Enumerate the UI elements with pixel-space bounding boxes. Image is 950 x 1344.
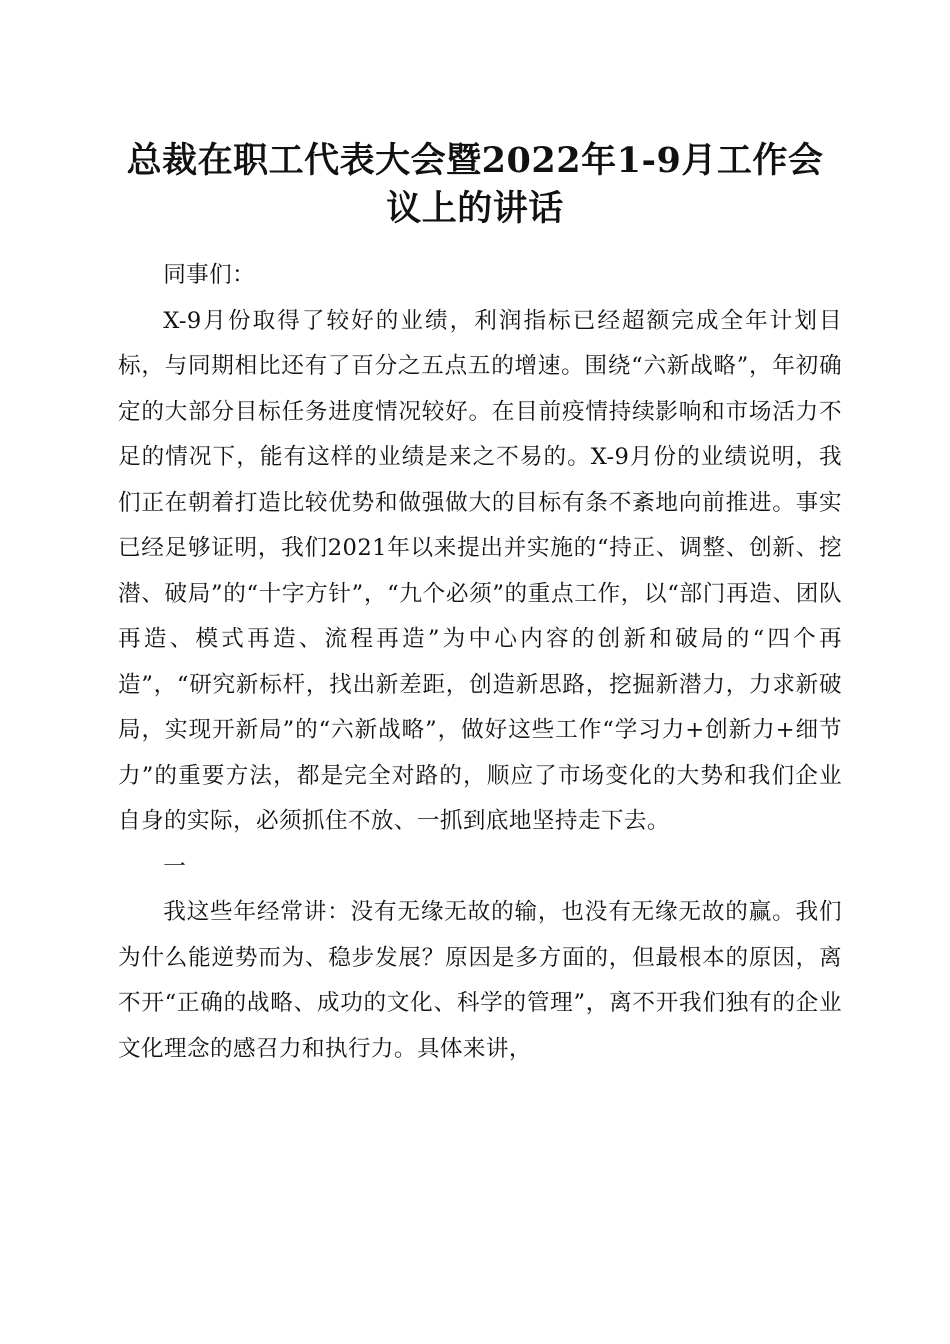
section-heading: 一 [163,853,187,880]
document-body [118,253,842,1072]
document-title: 总裁在职工代表大会暨2022年1-9月工作会议上的讲话 [126,140,824,229]
salutation-paragraph: 同事们： [163,262,256,288]
body-paragraph: 我这些年经常讲：没有无缘无故的输，也没有无缘无故的赢。我们为什么能逆势而为、稳步发展？原因是多方面的，但最根本的原因，离不开“正确的战略、成功的文化、科学的管理”，离不开我们独有的企业文化理念的感召力和执行力。具体来讲， [118,899,842,1062]
body-paragraph: X-9月份取得了较好的业绩，利润指标已经超额完成全年计划目标，与同期相比还有了百分之五点五的增速。围绕“六新战略”，年初确定的大部分目标任务进度情况较好。在目前疫情持续影响和市场活力不足的情况下，能有这样的业绩是来之不易的。X-9月份的业绩说明，我们正在朝着打造比较优势和做强做大的目标有条不紊地向前推进。事实已经足够证明，我们2021年以来提出并实施的“持正、调整、创新、挖潜、破局”的“十字方针”，“九个必须”的重点工作，以“部门再造、团队再造、模式再造、流程再造”为中心内容的创新和破局的“四个再造”，“研究新标杆，找出新差距，创造新思路，挖掘新潜力，力求新破局，实现开新局”的“六新战略”，做好这些工作“学习力+创新力+细节力”的重要方法，都是完全对路的，顺应了市场变化的大势和我们企业自身的实际，必须抓住不放、一抓到底地坚持走下去。 [118,307,842,834]
